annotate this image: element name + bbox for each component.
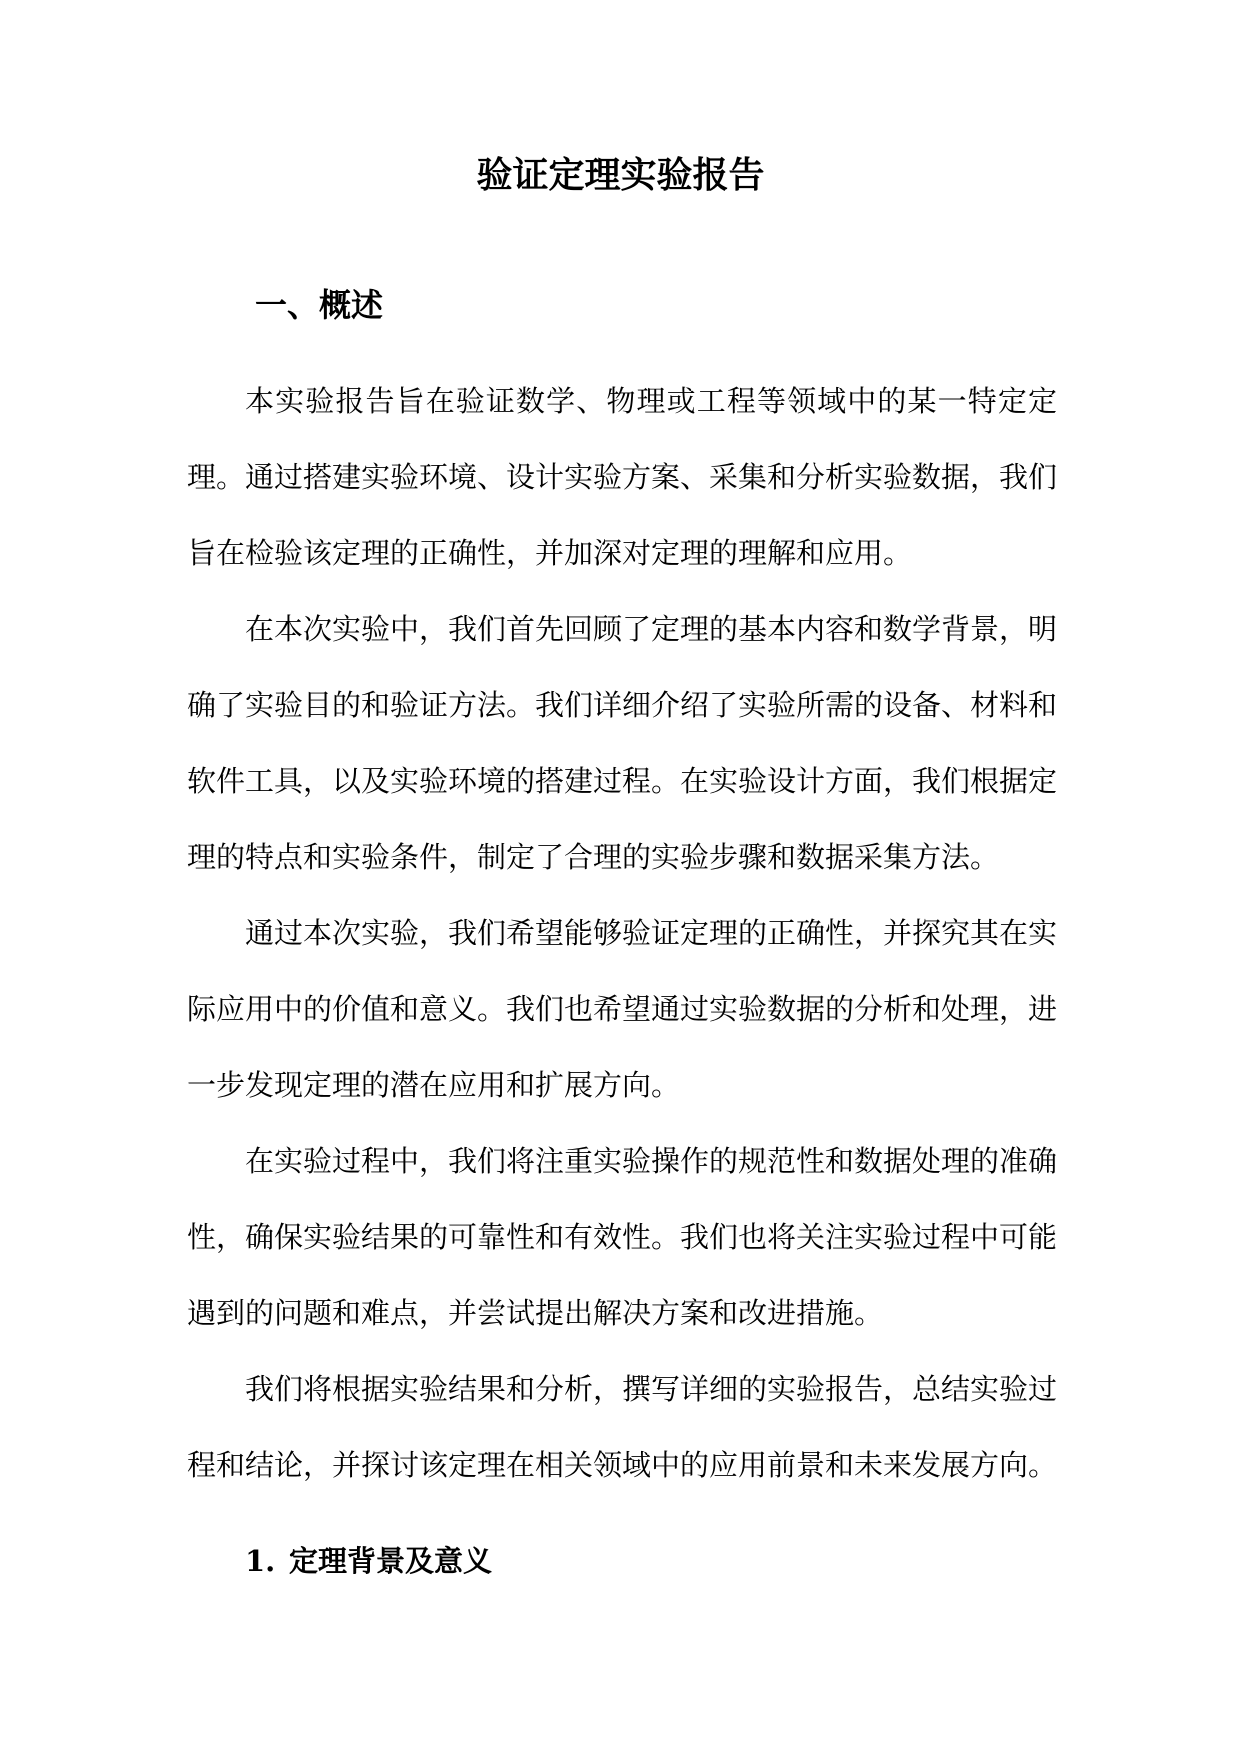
paragraph-4: 在实验过程中，我们将注重实验操作的规范性和数据处理的准确性，确保实验结果的可靠性和有效性。我们也将关注实验过程中可能遇到的问题和难点，并尝试提出解决方案和改进措施。 bbox=[187, 1144, 1058, 1330]
subsection-heading bbox=[245, 1536, 492, 1586]
section-heading-overview: 一、概述 bbox=[255, 286, 384, 324]
paragraph-5: 我们将根据实验结果和分析，撰写详细的实验报告，总结实验过程和结论，并探讨该定理在相关领域中的应用前景和未来发展方向。 bbox=[187, 1372, 1058, 1482]
subsection-title: 定理背景及意义 bbox=[289, 1544, 493, 1578]
paragraph-3: 通过本次实验，我们希望能够验证定理的正确性，并探究其在实际应用中的价值和意义。我们也希望通过实验数据的分析和处理，进一步发现定理的潜在应用和扩展方向。 bbox=[187, 916, 1058, 1102]
paragraph-2: 在本次实验中，我们首先回顾了定理的基本内容和数学背景，明确了实验目的和验证方法。我们详细介绍了实验所需的设备、材料和软件工具，以及实验环境的搭建过程。在实验设计方面，我们根据定理的特点和实验条件，制定了合理的实验步骤和数据采集方法。 bbox=[187, 612, 1058, 874]
section-body bbox=[187, 363, 1057, 1503]
subsection-number: 1. bbox=[245, 1544, 276, 1578]
paragraph-1: 本实验报告旨在验证数学、物理或工程等领域中的某一特定定理。通过搭建实验环境、设计实验方案、采集和分析实验数据，我们旨在检验该定理的正确性，并加深对定理的理解和应用。 bbox=[187, 384, 1058, 570]
document-title: 验证定理实验报告 bbox=[476, 154, 765, 196]
